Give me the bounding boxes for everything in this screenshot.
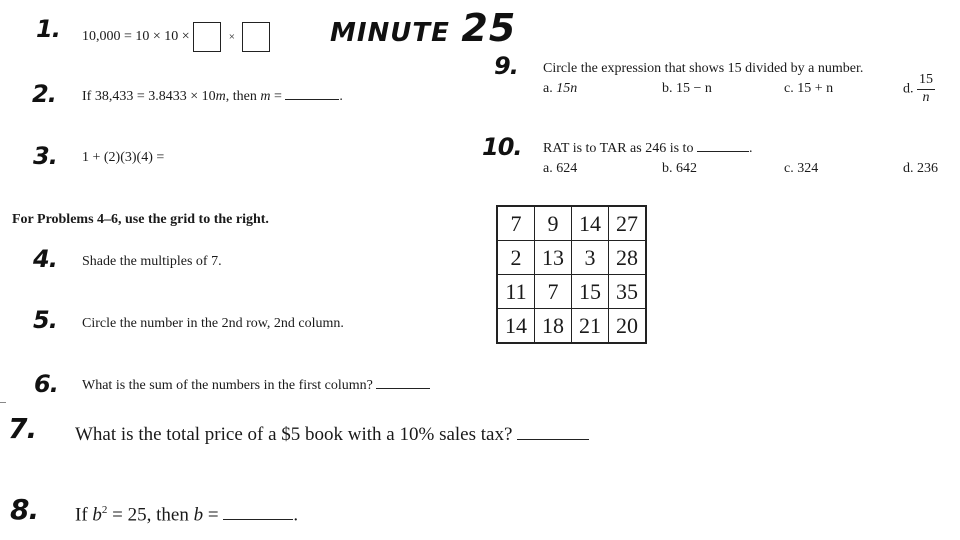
number-grid — [496, 205, 647, 344]
choice-value: 15 − n — [676, 81, 712, 96]
answer-blank-6[interactable] — [376, 388, 430, 389]
grid-cell[interactable]: 9 — [535, 206, 572, 241]
choice-value: 236 — [917, 161, 938, 176]
problem-1 — [82, 22, 270, 52]
problem-10-choice-d[interactable] — [903, 161, 938, 177]
problem-7 — [75, 424, 589, 446]
grid-row — [497, 275, 646, 309]
problem-8-text-if: If — [75, 504, 93, 526]
problem-8-end: . — [293, 504, 299, 526]
grid-row — [497, 206, 646, 241]
answer-blank-7[interactable] — [517, 439, 589, 440]
problem-1-number: 1. — [36, 15, 60, 43]
choice-letter: c. — [784, 81, 794, 96]
times-sign: × — [228, 31, 235, 44]
problem-8-var-2: b — [193, 504, 204, 526]
problem-2 — [82, 89, 343, 105]
problem-2-end: . — [339, 89, 343, 104]
grid-cell[interactable]: 3 — [572, 241, 609, 275]
problem-3-number: 3. — [33, 142, 57, 170]
grid-cell[interactable]: 14 — [497, 309, 535, 344]
problem-2-text-before: If 38,433 = 3.8433 × 10 — [82, 89, 216, 104]
problem-10-choice-a[interactable] — [543, 161, 577, 177]
choice-value: 642 — [676, 161, 697, 176]
grid-cell[interactable]: 18 — [535, 309, 572, 344]
grid-cell[interactable]: 11 — [497, 275, 535, 309]
worksheet-title — [330, 6, 516, 50]
problem-9-choice-d[interactable] — [903, 72, 935, 107]
grid-cell[interactable]: 20 — [609, 309, 647, 344]
problem-8 — [75, 504, 298, 526]
choice-value: 324 — [797, 161, 819, 176]
problem-4-text: Shade the multiples of 7. — [82, 254, 222, 269]
fraction-denominator: n — [922, 89, 930, 105]
grid-instructions: For Problems 4–6, use the grid to the right. — [12, 212, 269, 227]
problem-10 — [543, 141, 752, 157]
problem-5-text: Circle the number in the 2nd row, 2nd column. — [82, 316, 344, 331]
choice-value: 624 — [556, 161, 578, 176]
problem-6 — [82, 378, 430, 394]
problem-5-number: 5. — [33, 306, 57, 334]
problem-10-choice-b[interactable] — [662, 161, 697, 177]
grid-cell[interactable]: 21 — [572, 309, 609, 344]
choice-letter: b. — [662, 81, 673, 96]
problem-9-choice-a[interactable] — [543, 81, 577, 97]
choice-letter: a. — [543, 81, 553, 96]
answer-box-1[interactable] — [193, 22, 221, 52]
grid-row — [497, 241, 646, 275]
problem-1-text: 10,000 = 10 × 10 × — [82, 29, 190, 45]
problem-9-choice-b[interactable] — [662, 81, 712, 97]
problem-10-choice-c[interactable] — [784, 161, 818, 177]
answer-box-2[interactable] — [242, 22, 270, 52]
problem-2-text-after: = — [270, 89, 282, 104]
problem-8-exponent: 2 — [101, 504, 108, 516]
problem-2-number: 2. — [32, 80, 56, 108]
choice-letter: d. — [903, 81, 914, 97]
grid-cell[interactable]: 2 — [497, 241, 535, 275]
problem-7-text: What is the total price of a $5 book with a 10% sales tax? — [75, 424, 513, 445]
choice-value: 15 + n — [797, 81, 834, 96]
problem-2-var-2: m — [260, 89, 271, 104]
choice-letter: d. — [903, 161, 914, 176]
problem-9-choice-c[interactable] — [784, 81, 833, 97]
choice-letter: b. — [662, 161, 673, 176]
fraction — [917, 72, 935, 107]
problem-9-number: 9. — [494, 52, 518, 80]
problem-6-text: What is the sum of the numbers in the first column? — [82, 378, 373, 393]
grid-cell[interactable]: 14 — [572, 206, 609, 241]
problem-2-text-mid: , then — [225, 89, 261, 104]
answer-blank-8[interactable] — [223, 519, 293, 520]
problem-8-var: b — [92, 504, 102, 526]
problem-10-end: . — [748, 141, 753, 156]
problem-9-text: Circle the expression that shows 15 divided by a number. — [543, 61, 864, 76]
grid-cell[interactable]: 7 — [535, 275, 572, 309]
answer-blank-10[interactable] — [697, 151, 749, 152]
fraction-numerator: 15 — [917, 72, 935, 90]
grid-row — [497, 309, 646, 344]
problem-8-text-eq2: = — [203, 504, 219, 526]
problem-7-number: 7. — [8, 412, 37, 445]
grid-cell[interactable]: 13 — [535, 241, 572, 275]
grid-cell[interactable]: 28 — [609, 241, 647, 275]
grid-cell[interactable]: 15 — [572, 275, 609, 309]
scan-edge-line — [0, 402, 6, 403]
problem-8-text-eq: = 25, then — [107, 504, 194, 526]
problem-3-text: 1 + (2)(3)(4) = — [82, 150, 165, 165]
problem-4-number: 4. — [33, 245, 57, 273]
title-minute: MINUTE — [330, 18, 450, 48]
problem-6-number: 6. — [34, 370, 58, 398]
grid-cell[interactable]: 7 — [497, 206, 535, 241]
choice-value: 15n — [556, 81, 578, 96]
problem-10-text: RAT is to TAR as 246 is to — [543, 141, 694, 156]
choice-letter: c. — [784, 161, 794, 176]
answer-blank-2[interactable] — [285, 99, 339, 100]
grid-cell[interactable]: 27 — [609, 206, 647, 241]
problem-10-number: 10. — [482, 133, 522, 161]
title-number: 25 — [461, 6, 517, 50]
problem-2-var: m — [215, 89, 226, 104]
problem-8-number: 8. — [10, 493, 39, 526]
choice-letter: a. — [543, 161, 553, 176]
grid-cell[interactable]: 35 — [609, 275, 647, 309]
